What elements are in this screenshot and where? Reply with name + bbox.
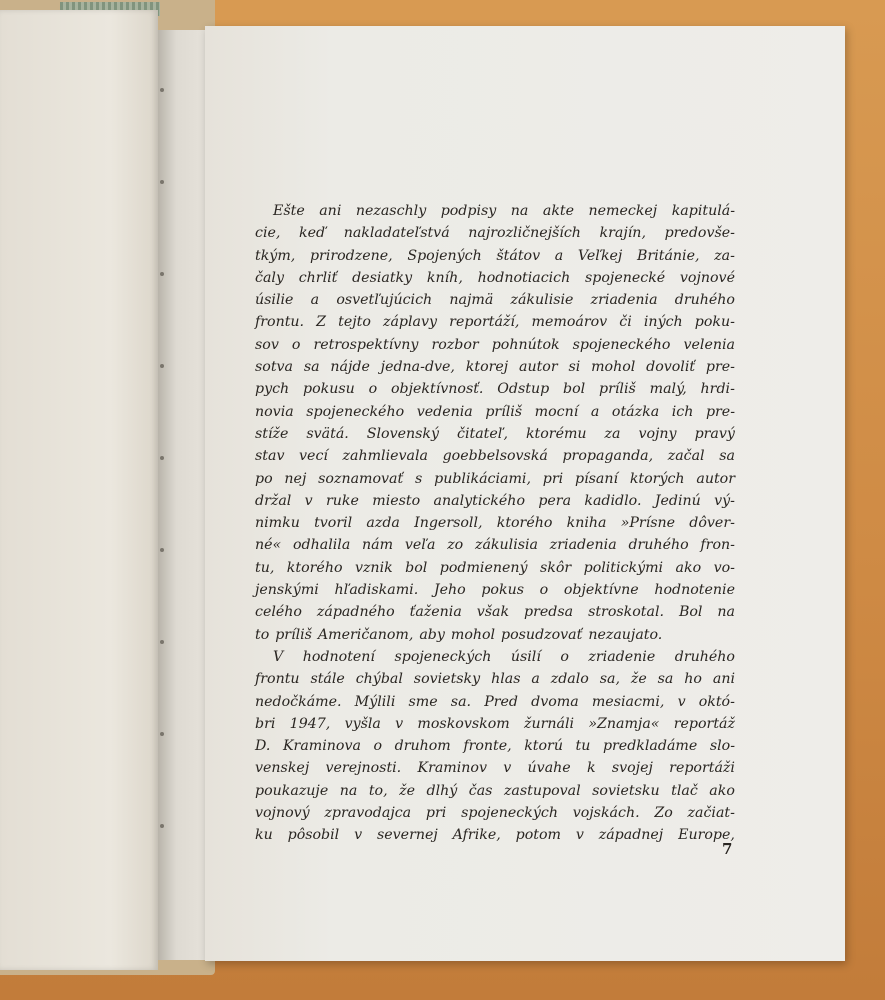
binding-stitch — [160, 364, 164, 368]
text-line: cie, keď nakladateľstvá najrozličnejších krajín, predovše- — [255, 225, 735, 242]
text-line: né« odhalila nám veľa zo zákulisia zriadenia druhého fron- — [255, 537, 735, 554]
text-line: novia spojeneckého vedenia príliš mocní a otázka ich pre- — [255, 403, 735, 420]
text-line: frontu stále chýbal sovietsky hlas a zdalo sa, že sa ho ani — [255, 671, 735, 688]
text-line: po nej soznamovať s publikáciami, pri písaní ktorých autor — [255, 470, 735, 487]
text-line: poukazuje na to, že dlhý čas zastupoval sovietsku tlač ako — [255, 782, 735, 799]
text-line: venskej verejnosti. Kraminov v úvahe k svojej reportáži — [255, 760, 735, 777]
text-line: sov o retrospektívny rozbor pohnútok spojeneckého velenia — [255, 336, 735, 353]
page-body-text — [255, 200, 735, 847]
text-line: držal v ruke miesto analytického pera kadidlo. Jedinú vý- — [255, 492, 735, 509]
binding-stitch — [160, 548, 164, 552]
binding-stitch — [160, 640, 164, 644]
text-line: sotva sa nájde jedna-dve, ktorej autor si mohol dovoliť pre- — [255, 359, 735, 376]
text-line: stav vecí zahmlievala goebbelsovská propaganda, začal sa — [255, 448, 735, 465]
page-number: 7 — [722, 840, 733, 858]
book-gutter — [158, 30, 210, 960]
binding-stitch — [160, 272, 164, 276]
binding-stitch — [160, 732, 164, 736]
text-line: nimku tvoril azda Ingersoll, ktorého kniha »Prísne dôver- — [255, 515, 735, 532]
text-line: stíže svätá. Slovenský čitateľ, ktorému za vojny pravý — [255, 425, 735, 442]
text-line: vojnový zpravodajca pri spojeneckých vojskách. Zo začiat- — [255, 805, 735, 822]
text-line: to príliš Američanom, aby mohol posudzovať nezaujato. — [255, 626, 663, 643]
text-line: bri 1947, vyšla v moskovskom žurnáli »Znamja« reportáž — [255, 715, 735, 732]
binding-stitch — [160, 824, 164, 828]
binding-stitch — [160, 180, 164, 184]
text-line: tu, ktorého vznik bol podmienený skôr politickými ako vo- — [255, 559, 735, 576]
text-line: nedočkáme. Mýlili sme sa. Pred dvoma mesiacmi, v októ- — [255, 693, 735, 710]
binding-stitch — [160, 88, 164, 92]
text-line: čaly chrliť desiatky kníh, hodnotiacich spojenecké vojnové — [255, 269, 735, 286]
text-line: V hodnotení spojeneckých úsilí o zriadenie druhého — [273, 648, 735, 665]
text-line: frontu. Z tejto záplavy reportáží, memoárov či iných poku- — [255, 314, 735, 331]
text-line: celého západného ťaženia však predsa stroskotal. Bol na — [255, 604, 735, 621]
binding-stitch — [160, 456, 164, 460]
text-line: ku pôsobil v severnej Afrike, potom v západnej Europe, — [255, 827, 735, 844]
text-line: úsilie a osvetľujúcich najmä zákulisie zriadenia druhého — [255, 292, 735, 309]
text-line: D. Kraminova o druhom fronte, ktorú tu predkladáme slo- — [255, 738, 735, 755]
text-line: tkým, prirodzene, Spojených štátov a Veľkej Británie, za- — [255, 247, 735, 264]
left-page — [0, 10, 158, 970]
text-line: pych pokusu o objektívnosť. Odstup bol príliš malý, hrdi- — [255, 381, 735, 398]
text-line: jenskými hľadiskami. Jeho pokus o objektívne hodnotenie — [255, 582, 735, 599]
text-line: Ešte ani nezaschly podpisy na akte nemeckej kapitulá- — [273, 203, 735, 219]
